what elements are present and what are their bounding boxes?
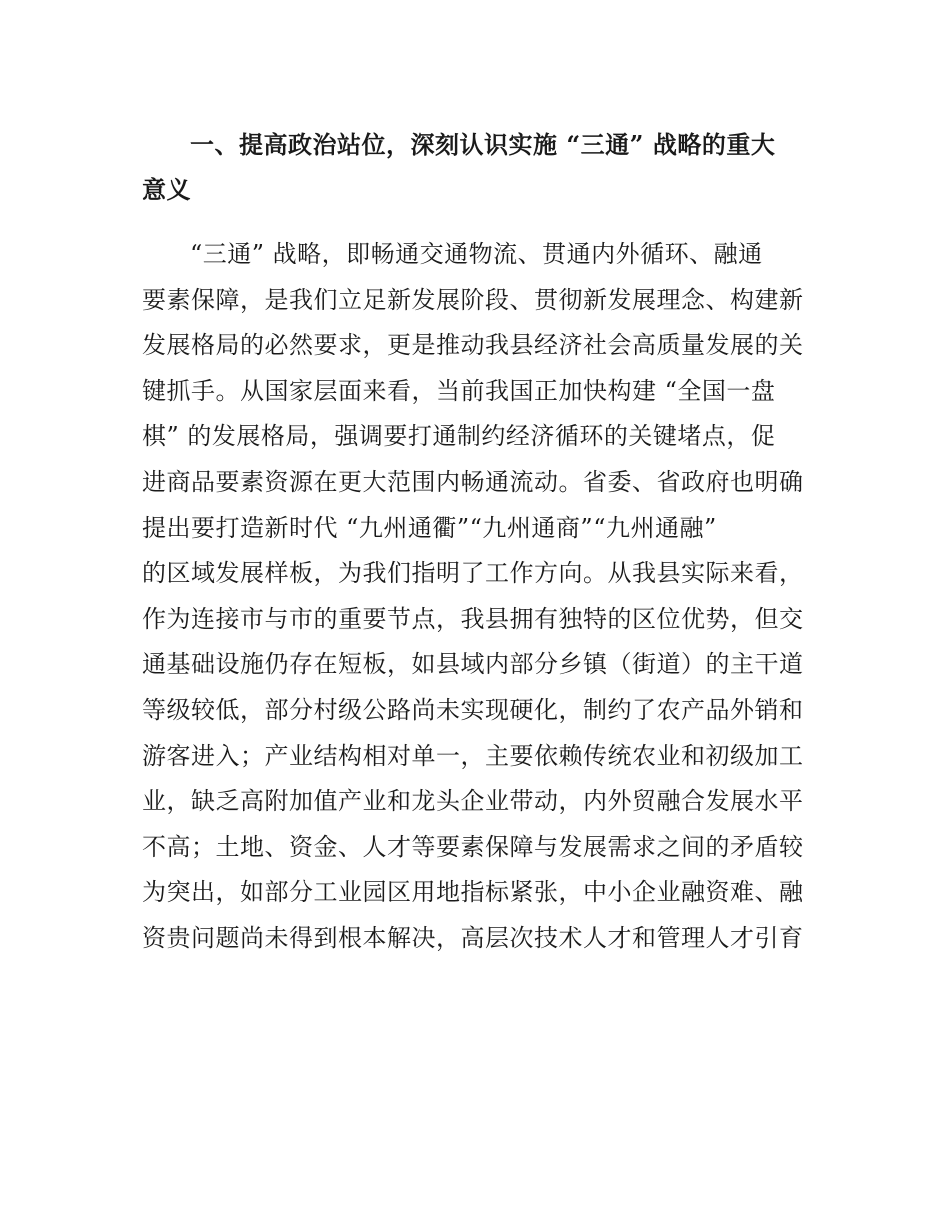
paragraph-line: 为突出，如部分工业园区用地指标紧张，中小企业融资难、融 xyxy=(142,878,804,907)
paragraph-line: 游客进入；产业结构相对单一，主要依赖传统农业和初级加工 xyxy=(142,741,804,770)
paragraph-line: 等级较低，部分村级公路尚未实现硬化，制约了农产品外销和 xyxy=(142,695,804,724)
paragraph-line: 的区域发展样板，为我们指明了工作方向。从我县实际来看， xyxy=(142,559,804,588)
paragraph-line: 资贵问题尚未得到根本解决，高层次技术人才和管理人才引育 xyxy=(142,923,804,952)
body-paragraph xyxy=(142,232,810,962)
paragraph-line: 发展格局的必然要求，更是推动我县经济社会高质量发展的关 xyxy=(142,331,804,360)
paragraph-line: 作为连接市与市的重要节点，我县拥有独特的区位优势，但交 xyxy=(142,604,804,633)
heading-line: 意义 xyxy=(142,175,191,204)
section-heading xyxy=(142,122,810,212)
paragraph-line: 键抓手。从国家层面来看，当前我国正加快构建 “全国一盘 xyxy=(142,376,776,405)
paragraph-line: 不高；土地、资金、人才等要素保障与发展需求之间的矛盾较 xyxy=(142,832,804,861)
heading-line: 一、提高政治站位，深刻认识实施 “三通” 战略的重大 xyxy=(190,130,776,159)
paragraph-line: 进商品要素资源在更大范围内畅通流动。省委、省政府也明确 xyxy=(142,467,804,496)
paragraph-line: 提出要打造新时代 “九州通衢”“九州通商”“九州通融” xyxy=(142,513,717,542)
paragraph-line: 通基础设施仍存在短板，如县域内部分乡镇（街道）的主干道 xyxy=(142,650,804,679)
paragraph-line: 棋” 的发展格局，强调要打通制约经济循环的关键堵点，促 xyxy=(142,422,776,451)
paragraph-line: 要素保障，是我们立足新发展阶段、贯彻新发展理念、构建新 xyxy=(142,285,804,314)
paragraph-line: “三通” 战略，即畅通交通物流、贯通内外循环、融通 xyxy=(190,240,763,268)
paragraph-line: 业，缺乏高附加值产业和龙头企业带动，内外贸融合发展水平 xyxy=(142,787,804,816)
